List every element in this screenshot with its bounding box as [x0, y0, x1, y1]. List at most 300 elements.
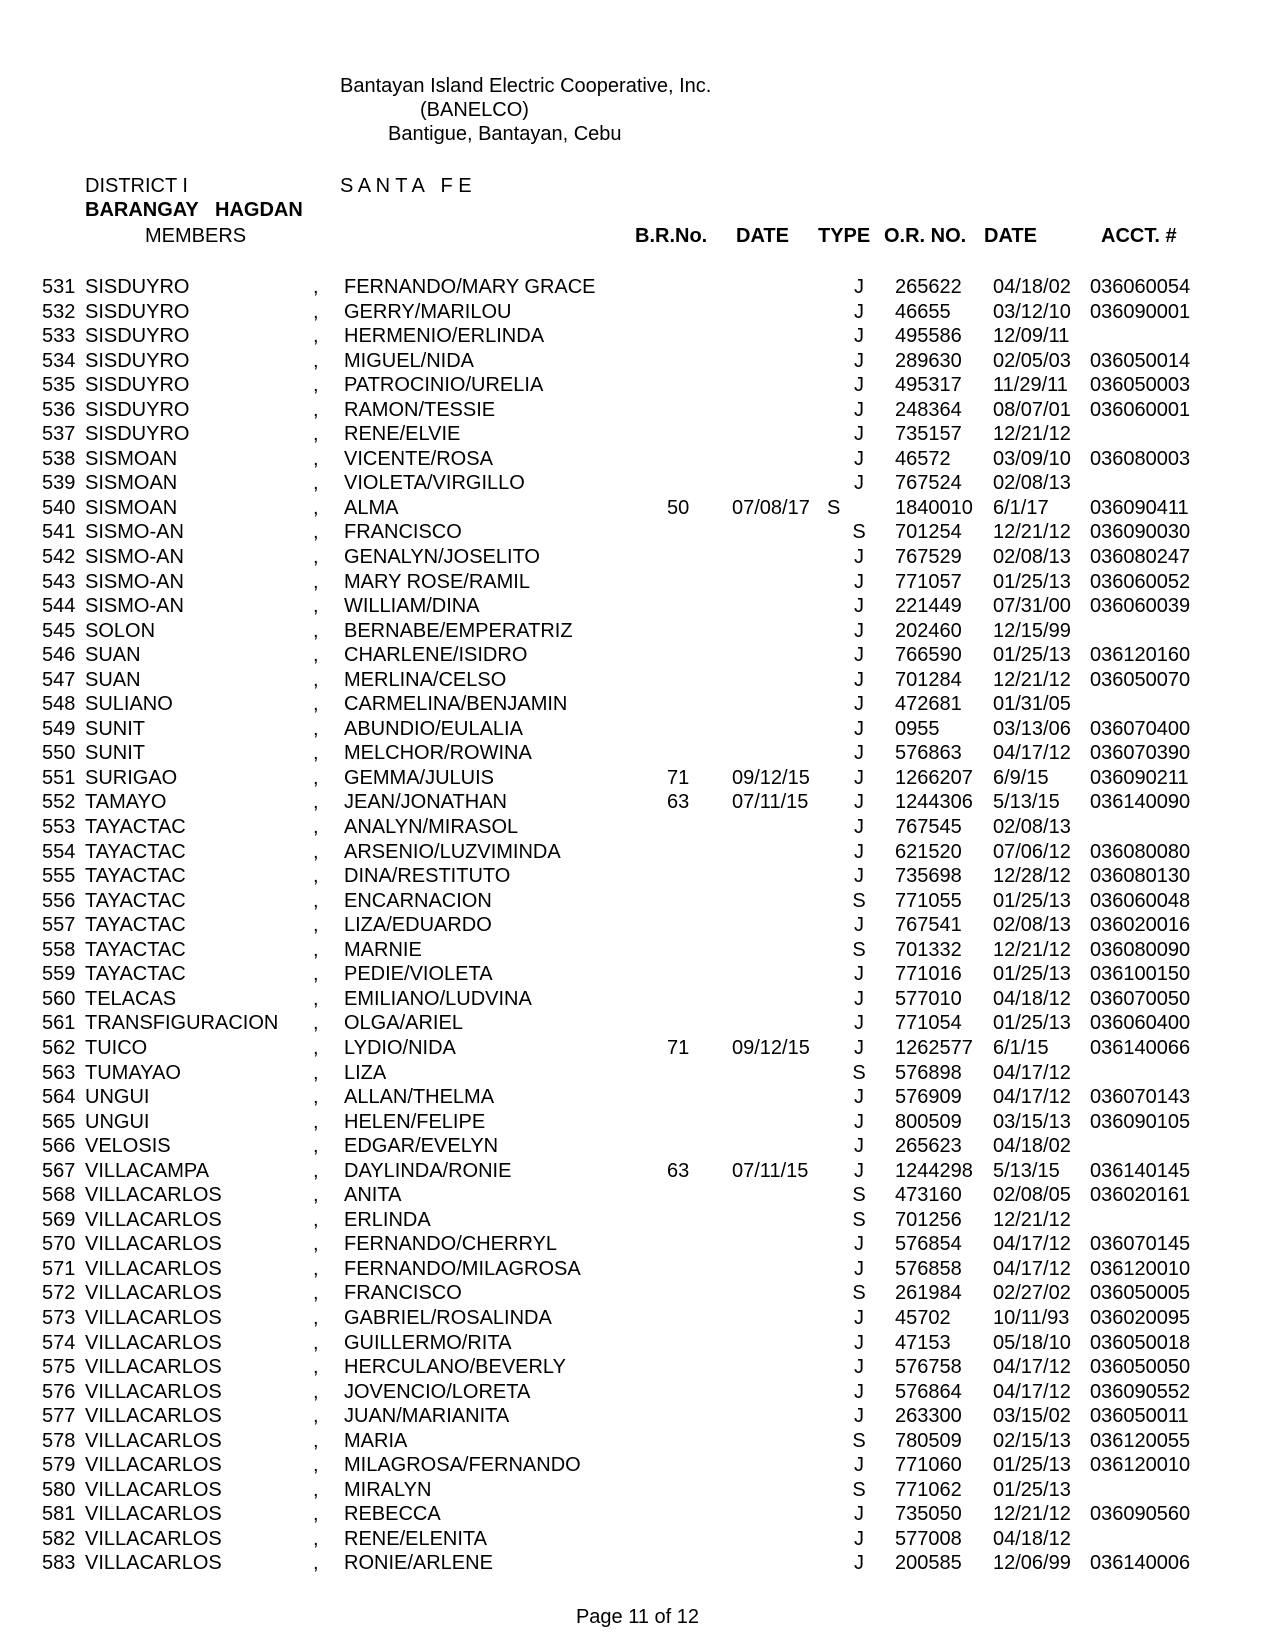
member-type: J — [854, 987, 864, 1010]
or-number: 248364 — [895, 398, 962, 421]
or-number: 771057 — [895, 570, 962, 593]
col-header-or-no: O.R. NO. — [884, 225, 967, 247]
or-number: 576854 — [895, 1233, 962, 1256]
member-type: J — [854, 865, 864, 888]
separator: , — [313, 496, 319, 519]
separator: , — [313, 447, 319, 470]
separator: , — [313, 914, 319, 937]
or-number: 800509 — [895, 1110, 962, 1133]
first-names: EDGAR/EVELYN — [344, 1135, 499, 1158]
first-names: VICENTE/ROSA — [344, 447, 493, 470]
table-row — [0, 1183, 1275, 1208]
last-name: SURIGAO — [85, 766, 178, 789]
or-number: 767529 — [895, 546, 962, 569]
table-row — [0, 447, 1275, 472]
or-number: 1840010 — [895, 496, 973, 519]
row-number: 576 — [42, 1380, 76, 1403]
first-names: MARNIE — [344, 938, 422, 961]
or-number: 576909 — [895, 1086, 962, 1109]
first-names: ALLAN/THELMA — [344, 1086, 495, 1109]
last-name: SISMOAN — [85, 447, 178, 470]
separator: , — [313, 1405, 319, 1428]
or-number: 735157 — [895, 423, 962, 446]
table-row — [0, 840, 1275, 865]
member-type: J — [854, 668, 864, 691]
first-names: LIZA — [344, 1061, 387, 1084]
member-table — [0, 275, 1275, 1576]
table-row — [0, 1085, 1275, 1110]
table-row — [0, 1232, 1275, 1257]
row-number: 539 — [42, 472, 76, 495]
first-names: EMILIANO/LUDVINA — [344, 987, 532, 1010]
account-number: 036090552 — [1090, 1380, 1191, 1403]
first-names: ANALYN/MIRASOL — [344, 816, 519, 839]
separator: , — [313, 398, 319, 421]
separator: , — [313, 595, 319, 618]
first-names: GENALYN/JOSELITO — [344, 546, 540, 569]
table-row — [0, 1257, 1275, 1282]
row-number: 581 — [42, 1503, 76, 1526]
account-number: 036100150 — [1090, 963, 1191, 986]
table-row — [0, 1061, 1275, 1086]
member-type: J — [854, 447, 864, 470]
row-number: 566 — [42, 1135, 76, 1158]
separator: , — [313, 546, 319, 569]
row-number: 546 — [42, 644, 76, 667]
or-date: 01/25/13 — [993, 644, 1071, 667]
table-row — [0, 398, 1275, 423]
separator: , — [313, 1086, 319, 1109]
separator: , — [313, 325, 319, 348]
account-number: 036090001 — [1090, 300, 1191, 323]
separator: , — [313, 1257, 319, 1280]
or-date: 02/08/13 — [993, 816, 1071, 839]
table-row — [0, 520, 1275, 545]
last-name: VILLACARLOS — [85, 1208, 222, 1231]
last-name: TAYACTAC — [85, 840, 186, 863]
or-date: 03/15/02 — [993, 1405, 1071, 1428]
or-date: 03/12/10 — [993, 300, 1071, 323]
separator: , — [313, 1503, 319, 1526]
or-number: 1244306 — [895, 791, 973, 814]
first-names: MERLINA/CELSO — [344, 668, 507, 691]
separator: , — [313, 1184, 319, 1207]
table-row — [0, 1404, 1275, 1429]
row-number: 550 — [42, 742, 76, 765]
last-name: SISMO-AN — [85, 595, 184, 618]
first-names: CHARLENE/ISIDRO — [344, 644, 528, 667]
table-row — [0, 1429, 1275, 1454]
member-type: J — [854, 1331, 864, 1354]
first-names: ALMA — [344, 496, 399, 519]
separator: , — [313, 472, 319, 495]
member-type: J — [854, 766, 864, 789]
account-number: 036120010 — [1090, 1257, 1191, 1280]
row-number: 582 — [42, 1527, 76, 1550]
account-number: 036140145 — [1090, 1159, 1191, 1182]
or-number: 202460 — [895, 619, 962, 642]
account-number: 036090560 — [1090, 1503, 1191, 1526]
row-number: 567 — [42, 1159, 76, 1182]
last-name: VILLACARLOS — [85, 1380, 222, 1403]
separator: , — [313, 840, 319, 863]
first-names: VIOLETA/VIRGILLO — [344, 472, 525, 495]
separator: , — [313, 693, 319, 716]
or-number: 1262577 — [895, 1036, 973, 1059]
account-number: 036080130 — [1090, 865, 1191, 888]
member-type: J — [854, 1527, 864, 1550]
account-number: 036060052 — [1090, 570, 1191, 593]
account-number: 036120160 — [1090, 644, 1191, 667]
br-number: 63 — [667, 791, 690, 814]
member-type: J — [854, 1012, 864, 1035]
row-number: 570 — [42, 1233, 76, 1256]
row-number: 537 — [42, 423, 76, 446]
or-number: 495317 — [895, 374, 962, 397]
table-row — [0, 938, 1275, 963]
first-names: REBECCA — [344, 1503, 441, 1526]
or-date: 02/05/03 — [993, 349, 1071, 372]
or-number: 473160 — [895, 1184, 962, 1207]
last-name: SULIANO — [85, 693, 173, 716]
account-number: 036050003 — [1090, 374, 1191, 397]
or-date: 02/15/13 — [993, 1429, 1071, 1452]
account-number: 036050018 — [1090, 1331, 1191, 1354]
account-number: 036060048 — [1090, 889, 1191, 912]
first-names: FERNANDO/MARY GRACE — [344, 276, 596, 298]
first-names: ABUNDIO/EULALIA — [344, 717, 523, 740]
or-date: 02/08/13 — [993, 472, 1071, 495]
or-number: 1244298 — [895, 1159, 973, 1182]
member-type: S — [852, 1061, 866, 1084]
row-number: 534 — [42, 349, 76, 372]
table-row — [0, 594, 1275, 619]
or-date: 01/25/13 — [993, 1454, 1071, 1477]
row-number: 563 — [42, 1061, 76, 1084]
first-names: FRANCISCO — [344, 1282, 462, 1305]
page-number: Page 11 of 12 — [575, 1606, 700, 1628]
account-number: 036060001 — [1090, 398, 1191, 421]
or-date: 04/18/12 — [993, 987, 1071, 1010]
last-name: SUNIT — [85, 742, 145, 765]
or-date: 01/25/13 — [993, 1478, 1071, 1501]
row-number: 579 — [42, 1454, 76, 1477]
account-number: 036070390 — [1090, 742, 1191, 765]
table-row — [0, 324, 1275, 349]
or-number: 701332 — [895, 938, 962, 961]
first-names: RENE/ELENITA — [344, 1527, 487, 1550]
separator: , — [313, 717, 319, 740]
member-type: J — [854, 644, 864, 667]
last-name: UNGUI — [85, 1110, 150, 1133]
member-type: J — [854, 742, 864, 765]
first-names: MIRALYN — [344, 1478, 432, 1501]
row-number: 545 — [42, 619, 76, 642]
row-number: 565 — [42, 1110, 76, 1133]
row-number: 531 — [42, 276, 76, 298]
account-number: 036070050 — [1090, 987, 1191, 1010]
member-type: J — [854, 1036, 864, 1059]
last-name: SISDUYRO — [85, 398, 190, 421]
row-number: 551 — [42, 766, 76, 789]
member-type: J — [854, 1086, 864, 1109]
last-name: TUICO — [85, 1036, 148, 1059]
first-names: OLGA/ARIEL — [344, 1012, 463, 1035]
or-number: 767524 — [895, 472, 962, 495]
member-type: J — [854, 325, 864, 348]
account-number: 036080247 — [1090, 546, 1191, 569]
table-row — [0, 913, 1275, 938]
or-date: 04/18/02 — [993, 276, 1071, 298]
table-row — [0, 643, 1275, 668]
or-date: 02/08/05 — [993, 1184, 1071, 1207]
last-name: VILLACARLOS — [85, 1184, 222, 1207]
separator: , — [313, 865, 319, 888]
or-date: 03/09/10 — [993, 447, 1071, 470]
separator: , — [313, 889, 319, 912]
or-number: 1266207 — [895, 766, 973, 789]
table-row — [0, 1306, 1275, 1331]
member-type: J — [854, 816, 864, 839]
member-type: S — [852, 889, 866, 912]
separator: , — [313, 1110, 319, 1133]
last-name: SISMOAN — [85, 472, 178, 495]
row-number: 543 — [42, 570, 76, 593]
or-date: 08/07/01 — [993, 398, 1071, 421]
member-type: J — [854, 398, 864, 421]
table-row — [0, 471, 1275, 496]
table-row — [0, 1478, 1275, 1503]
or-date: 6/1/17 — [993, 496, 1049, 519]
row-number: 562 — [42, 1036, 76, 1059]
table-row — [0, 1355, 1275, 1380]
or-number: 771060 — [895, 1454, 962, 1477]
row-number: 548 — [42, 693, 76, 716]
br-date: 07/11/15 — [732, 791, 809, 814]
separator: , — [313, 1478, 319, 1501]
member-type: J — [854, 1159, 864, 1182]
last-name: SISDUYRO — [85, 300, 190, 323]
or-date: 04/17/12 — [993, 1233, 1071, 1256]
or-date: 04/17/12 — [993, 1086, 1071, 1109]
last-name: VILLACARLOS — [85, 1331, 222, 1354]
last-name: VILLACARLOS — [85, 1306, 222, 1329]
account-number: 036120055 — [1090, 1429, 1191, 1452]
or-date: 12/28/12 — [993, 865, 1071, 888]
table-row — [0, 889, 1275, 914]
account-number: 036060054 — [1090, 276, 1191, 298]
member-type: J — [854, 1233, 864, 1256]
table-row — [0, 1134, 1275, 1159]
member-type: J — [854, 300, 864, 323]
or-number: 263300 — [895, 1405, 962, 1428]
table-row — [0, 422, 1275, 447]
or-date: 04/17/12 — [993, 1380, 1071, 1403]
or-number: 289630 — [895, 349, 962, 372]
or-date: 12/06/99 — [993, 1552, 1071, 1575]
last-name: SUAN — [85, 644, 141, 667]
first-names: MIGUEL/NIDA — [344, 349, 475, 372]
separator: , — [313, 742, 319, 765]
last-name: SISDUYRO — [85, 349, 190, 372]
member-type: S — [852, 1429, 866, 1452]
last-name: SUAN — [85, 668, 141, 691]
last-name: SUNIT — [85, 717, 145, 740]
or-date: 12/21/12 — [993, 668, 1071, 691]
account-number: 036020161 — [1090, 1184, 1191, 1207]
or-date: 5/13/15 — [993, 1159, 1060, 1182]
account-number: 036020016 — [1090, 914, 1191, 937]
last-name: VILLACARLOS — [85, 1405, 222, 1428]
account-number: 036080090 — [1090, 938, 1191, 961]
separator: , — [313, 1233, 319, 1256]
row-number: 557 — [42, 914, 76, 937]
separator: , — [313, 1527, 319, 1550]
col-header-type: TYPE — [818, 225, 871, 247]
member-type: S — [852, 938, 866, 961]
row-number: 535 — [42, 374, 76, 397]
member-type: S — [852, 1478, 866, 1501]
or-number: 265622 — [895, 276, 962, 298]
member-type: S — [852, 1282, 866, 1305]
separator: , — [313, 791, 319, 814]
table-row — [0, 1527, 1275, 1552]
account-number: 036020095 — [1090, 1306, 1191, 1329]
first-names: MILAGROSA/FERNANDO — [344, 1454, 581, 1477]
row-number: 573 — [42, 1306, 76, 1329]
br-date: 07/11/15 — [732, 1159, 809, 1182]
or-number: 47153 — [895, 1331, 951, 1354]
account-number: 036090411 — [1090, 496, 1189, 519]
or-date: 04/18/12 — [993, 1527, 1071, 1550]
account-number: 036050014 — [1090, 349, 1191, 372]
or-date: 12/21/12 — [993, 521, 1071, 544]
br-number: 71 — [667, 766, 690, 789]
separator: , — [313, 1454, 319, 1477]
member-type: J — [854, 374, 864, 397]
or-date: 12/21/12 — [993, 1208, 1071, 1231]
row-number: 580 — [42, 1478, 76, 1501]
first-names: FERNANDO/CHERRYL — [344, 1233, 557, 1256]
first-names: BERNABE/EMPERATRIZ — [344, 619, 573, 642]
first-names: LYDIO/NIDA — [344, 1036, 456, 1059]
first-names: GABRIEL/ROSALINDA — [344, 1306, 552, 1329]
account-number: 036080080 — [1090, 840, 1191, 863]
member-type: J — [854, 791, 864, 814]
table-row — [0, 962, 1275, 987]
separator: , — [313, 816, 319, 839]
or-number: 221449 — [895, 595, 962, 618]
separator: , — [313, 1012, 319, 1035]
table-row — [0, 1281, 1275, 1306]
first-names: MELCHOR/ROWINA — [344, 742, 532, 765]
member-type: J — [854, 963, 864, 986]
table-row — [0, 1011, 1275, 1036]
last-name: SISDUYRO — [85, 374, 190, 397]
member-type: J — [854, 570, 864, 593]
table-row — [0, 815, 1275, 840]
member-type: J — [854, 1380, 864, 1403]
separator: , — [313, 668, 319, 691]
separator: , — [313, 1356, 319, 1379]
last-name: UNGUI — [85, 1086, 150, 1109]
last-name: TELACAS — [85, 987, 177, 1010]
separator: , — [313, 1135, 319, 1158]
row-number: 561 — [42, 1012, 76, 1035]
separator: , — [313, 1061, 319, 1084]
last-name: SISMO-AN — [85, 546, 184, 569]
row-number: 547 — [42, 668, 76, 691]
account-number: 036080003 — [1090, 447, 1191, 470]
or-number: 621520 — [895, 840, 962, 863]
col-header-br-no: B.R.No. — [635, 225, 708, 247]
member-type: J — [854, 840, 864, 863]
separator: , — [313, 644, 319, 667]
member-type: J — [854, 349, 864, 372]
account-number: 036070145 — [1090, 1233, 1191, 1256]
or-date: 01/25/13 — [993, 1012, 1071, 1035]
or-number: 735698 — [895, 865, 962, 888]
first-names: JUAN/MARIANITA — [344, 1405, 510, 1428]
or-number: 767545 — [895, 816, 962, 839]
first-names: RONIE/ARLENE — [344, 1552, 493, 1575]
member-type: S — [827, 496, 841, 519]
row-number: 553 — [42, 816, 76, 839]
account-number: 036050050 — [1090, 1356, 1191, 1379]
last-name: VILLACARLOS — [85, 1282, 222, 1305]
member-type: J — [854, 1257, 864, 1280]
table-row — [0, 1380, 1275, 1405]
or-date: 12/21/12 — [993, 938, 1071, 961]
or-number: 735050 — [895, 1503, 962, 1526]
separator: , — [313, 1159, 319, 1182]
members-label: MEMBERS — [145, 225, 247, 247]
or-number: 771062 — [895, 1478, 962, 1501]
row-number: 583 — [42, 1552, 76, 1575]
member-type: J — [854, 1405, 864, 1428]
first-names: ERLINDA — [344, 1208, 431, 1231]
last-name: TAYACTAC — [85, 914, 186, 937]
last-name: SOLON — [85, 619, 156, 642]
member-type: S — [852, 1184, 866, 1207]
last-name: VILLACARLOS — [85, 1527, 222, 1550]
or-date: 02/08/13 — [993, 914, 1071, 937]
row-number: 560 — [42, 987, 76, 1010]
separator: , — [313, 349, 319, 372]
org-address: Bantigue, Bantayan, Cebu — [388, 123, 622, 145]
separator: , — [313, 1552, 319, 1575]
first-names: HERMENIO/ERLINDA — [344, 325, 545, 348]
member-type: J — [854, 914, 864, 937]
or-number: 495586 — [895, 325, 962, 348]
member-type: S — [852, 521, 866, 544]
row-number: 578 — [42, 1429, 76, 1452]
table-row — [0, 1331, 1275, 1356]
first-names: WILLIAM/DINA — [344, 595, 480, 618]
last-name: TAYACTAC — [85, 963, 186, 986]
separator: , — [313, 766, 319, 789]
table-row — [0, 373, 1275, 398]
separator: , — [313, 276, 319, 298]
separator: , — [313, 1380, 319, 1403]
or-number: 0955 — [895, 717, 940, 740]
or-number: 771055 — [895, 889, 962, 912]
member-type: J — [854, 423, 864, 446]
or-date: 03/13/06 — [993, 717, 1071, 740]
or-number: 780509 — [895, 1429, 962, 1452]
row-number: 572 — [42, 1282, 76, 1305]
first-names: MARIA — [344, 1429, 408, 1452]
